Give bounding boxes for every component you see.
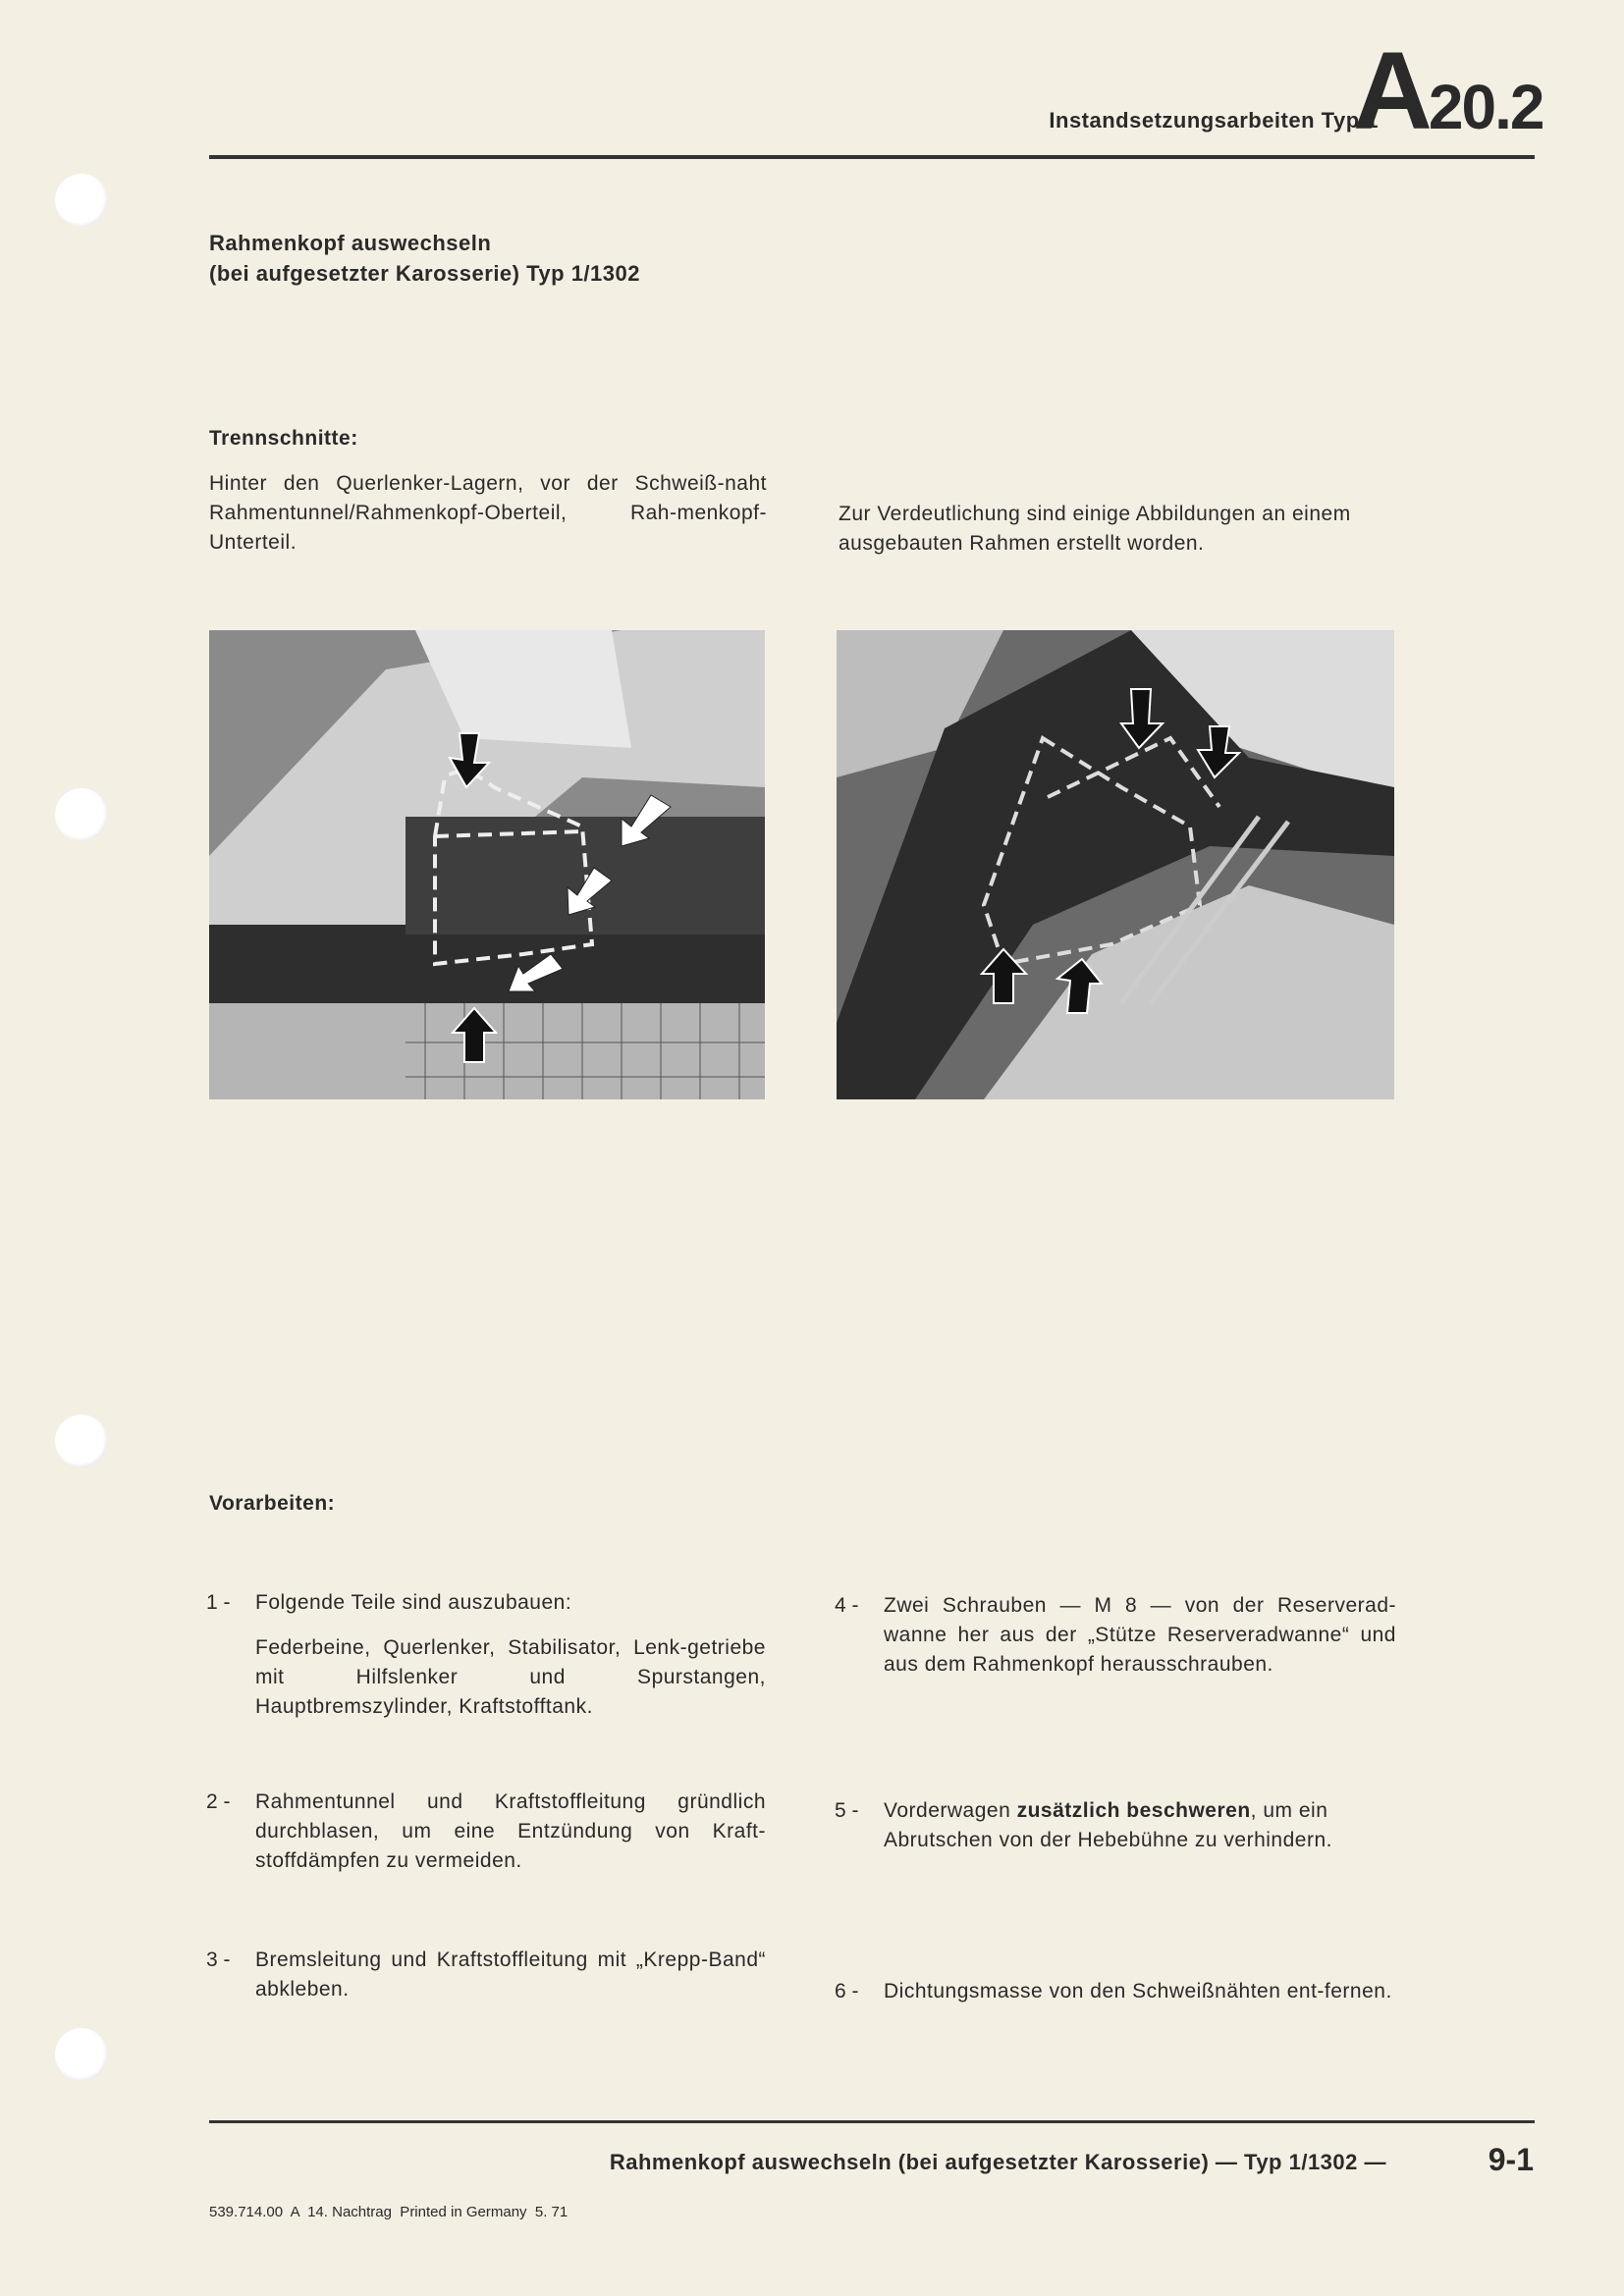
section-code-number: 20.2	[1428, 72, 1543, 142]
step-number: 2 -	[206, 1790, 231, 1813]
vorarbeiten-heading: Vorarbeiten:	[209, 1492, 336, 1515]
step-number: 5 -	[835, 1799, 859, 1822]
page-number: 9-1	[1488, 2142, 1534, 2177]
step-5-text-start: Vorderwagen	[884, 1799, 1017, 1822]
step-number: 1 -	[206, 1591, 231, 1614]
punch-hole	[55, 2028, 108, 2081]
step-2-text: Rahmentunnel und Kraftstoffleitung gründlich durchblasen, um eine Entzündung von Kraft-stoffdämpfen zu vermeiden.	[255, 1790, 766, 1872]
trennschnitte-text: Hinter den Querlenker-Lagern, vor der Schweiß-naht Rahmentunnel/Rahmenkopf-Oberteil, Rah-menkopf-Unterteil.	[209, 472, 767, 554]
step-number: 3 -	[206, 1949, 231, 1971]
trennschnitte-heading: Trennschnitte:	[209, 427, 358, 450]
punch-hole	[55, 788, 108, 841]
step-5-text	[884, 1796, 1396, 1855]
punch-hole	[55, 1415, 108, 1468]
step-4-text: Zwei Schrauben — M 8 — von der Reserverad-wanne her aus der „Stütze Reserveradwanne“ und aus dem Rahmenkopf herausschrauben.	[884, 1594, 1396, 1676]
step-1-detail: Federbeine, Querlenker, Stabilisator, Lenk-getriebe mit Hilfslenker und Spurstangen, Hauptbremszylinder, Kraftstofftank.	[255, 1636, 766, 1718]
trennschnitte-note: Zur Verdeutlichung sind einige Abbildungen an einem ausgebauten Rahmen erstellt worden.	[839, 503, 1351, 555]
section-label: Instandsetzungsarbeiten Typ 1	[1049, 108, 1379, 133]
page-title	[209, 228, 640, 289]
header-rule	[209, 155, 1535, 159]
step-number: 4 -	[835, 1594, 859, 1617]
section-code-letter: A	[1353, 29, 1429, 152]
step-1-text: Folgende Teile sind auszubauen:	[255, 1591, 572, 1614]
punch-hole	[55, 174, 108, 227]
photo-cut-lines-removed-frame	[837, 630, 1394, 1099]
step-5-text-emphasis: zusätzlich beschweren	[1016, 1799, 1251, 1822]
page-title-line: (bei aufgesetzter Karosserie) Typ 1/1302	[209, 261, 640, 286]
footer-title: Rahmenkopf auswechseln (bei aufgesetzter Karosserie) — Typ 1/1302 —	[609, 2150, 1386, 2174]
footer-rule	[209, 2120, 1535, 2123]
photo-cut-lines-vehicle	[209, 630, 765, 1099]
page-title-line: Rahmenkopf auswechseln	[209, 231, 492, 255]
imprint: 539.714.00 A 14. Nachtrag Printed in Germany 5. 71	[209, 2204, 568, 2220]
step-5-text-end: , um ein Abrutschen von der Hebebühne zu verhindern.	[884, 1799, 1332, 1851]
step-3-text: Bremsleitung und Kraftstoffleitung mit „Krepp-Band“ abkleben.	[255, 1949, 766, 2001]
step-6-text: Dichtungsmasse von den Schweißnähten ent-fernen.	[884, 1980, 1392, 2002]
step-number: 6 -	[835, 1980, 859, 2002]
